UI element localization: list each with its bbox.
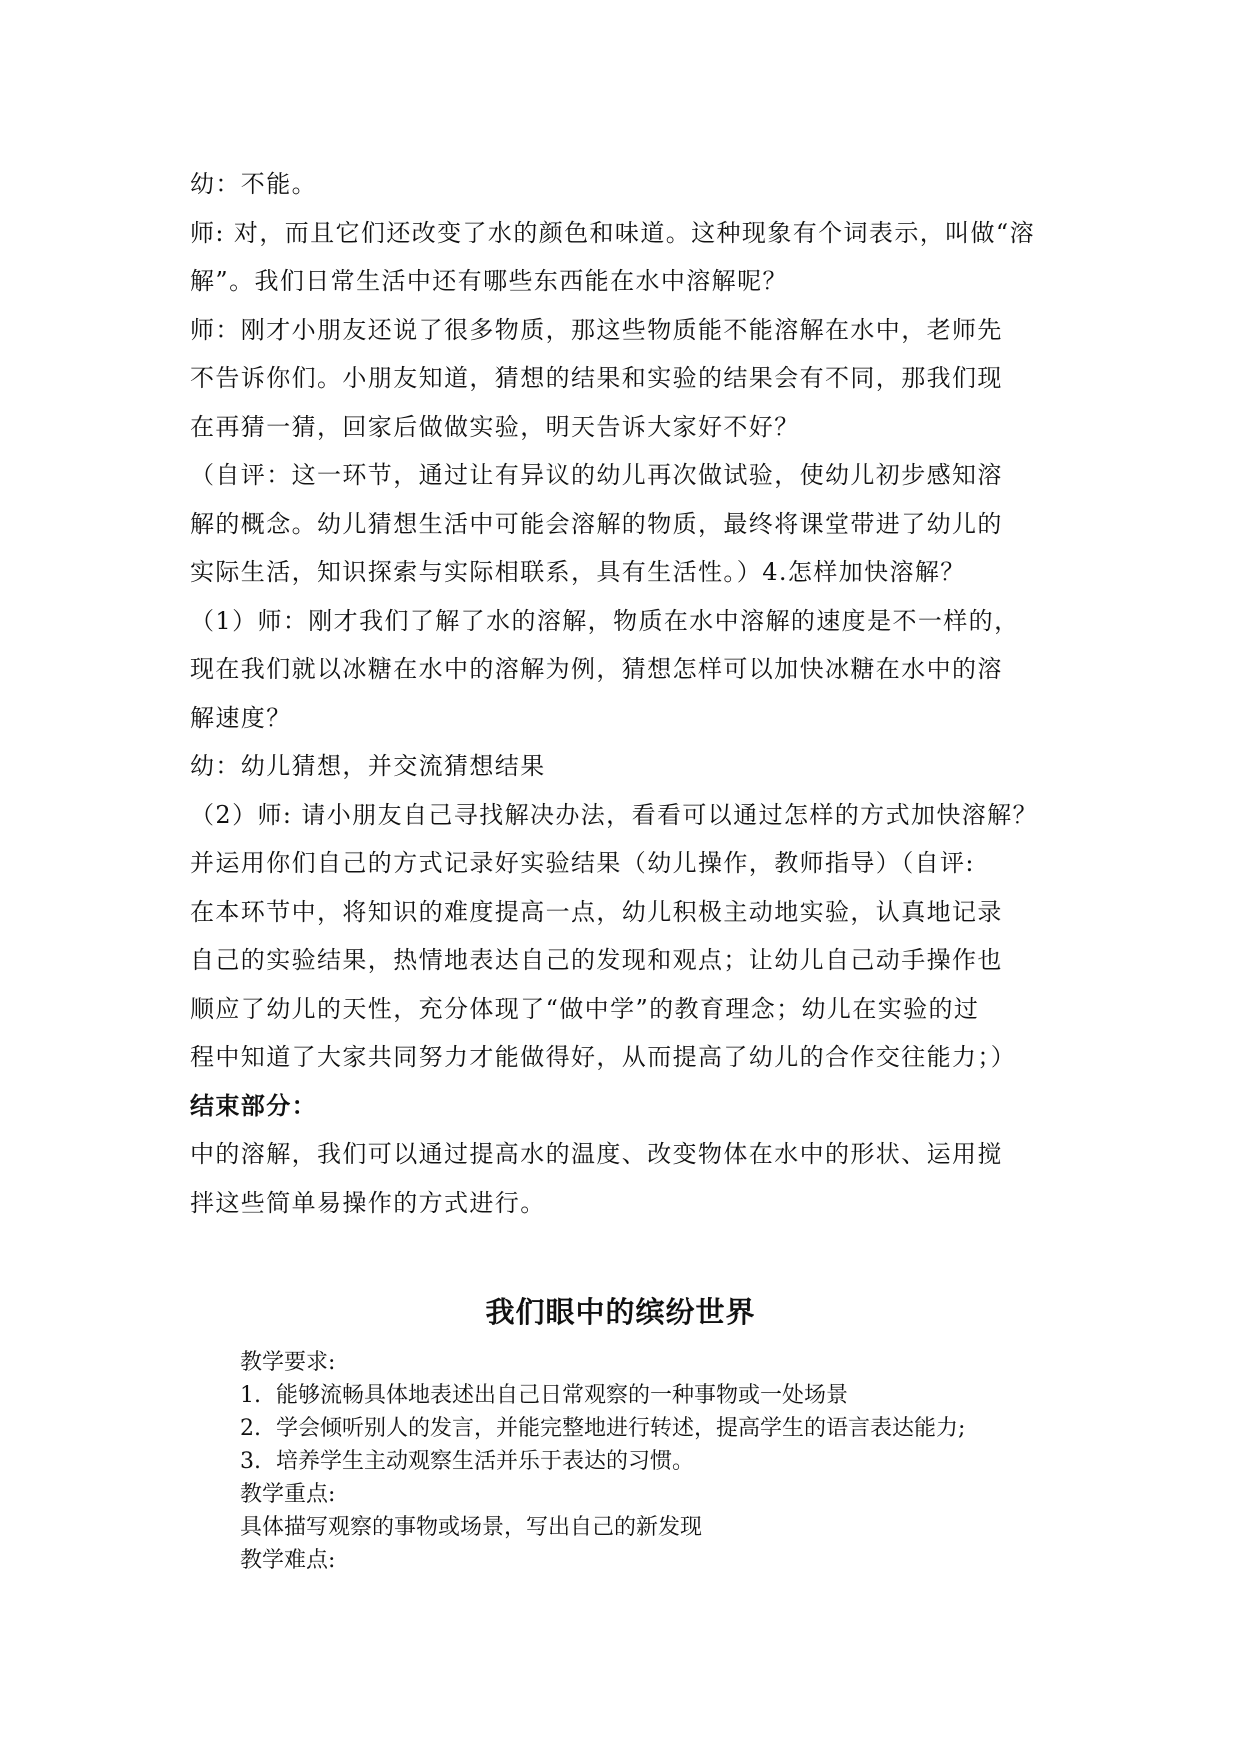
paragraph-line: 在本环节中，将知识的难度提高一点，幼儿积极主动地实验，认真地记录	[190, 897, 1003, 926]
paragraph-line: 幼：幼儿猜想，并交流猜想结果	[190, 752, 546, 780]
paragraph-line: 解”。我们日常生活中还有哪些东西能在水中溶解呢？	[190, 267, 788, 295]
paragraph-line: （自评：这一环节，通过让有异议的幼儿再次做试验，使幼儿初步感知溶	[190, 461, 1003, 489]
requirement-item	[240, 1379, 1100, 1412]
paragraph-line: 并运用你们自己的方式记录好实验结果（幼儿操作，教师指导）（自评:	[190, 849, 975, 877]
key-points-text: 具体描写观察的事物或场景，写出自己的新发现	[240, 1515, 703, 1540]
paragraph-line: 不告诉你们。小朋友知道，猜想的结果和实验的结果会有不同，那我们现	[190, 364, 1003, 392]
requirement-item	[240, 1412, 1100, 1445]
requirement-number: 3.	[240, 1449, 261, 1474]
paragraph-line: 现在我们就以冰糖在水中的溶解为例，猜想怎样可以加快冰糖在水中的溶	[190, 655, 1003, 683]
paragraph-line: （2）师: 请小朋友自己寻找解决办法，看看可以通过怎样的方式加快溶解？	[190, 800, 1038, 829]
requirement-text: 能够流畅具体地表述出自己日常观察的一种事物或一处场景	[276, 1383, 849, 1408]
lesson-plan	[240, 1346, 1100, 1577]
closing-line: 拌这些简单易操作的方式进行。	[190, 1188, 546, 1217]
paragraph-line: 自己的实验结果，热情地表达自己的发现和观点；让幼儿自己动手操作也	[190, 946, 1003, 974]
paragraph-line: 幼：不能。	[190, 170, 317, 198]
requirement-item	[240, 1445, 1100, 1478]
section-heading-ending: 结束部分：	[190, 1090, 317, 1120]
paragraph-line: 解速度？	[190, 703, 292, 732]
closing-line: 中的溶解，我们可以通过提高水的温度、改变物体在水中的形状、运用搅	[190, 1140, 1003, 1168]
lesson-transcript	[190, 160, 1060, 1227]
requirement-number: 2.	[240, 1416, 261, 1441]
paragraph-line: 师：刚才小朋友还说了很多物质，那这些物质能不能溶解在水中，老师先	[190, 315, 1003, 344]
requirements-label: 教学要求:	[240, 1350, 336, 1375]
requirement-number: 1.	[240, 1383, 261, 1408]
paragraph-line: 程中知道了大家共同努力才能做得好，从而提高了幼儿的合作交往能力；）	[190, 1043, 1017, 1071]
paragraph-line: 解的概念。幼儿猜想生活中可能会溶解的物质，最终将课堂带进了幼儿的	[190, 509, 1003, 538]
paragraph-line: 师: 对，而且它们还改变了水的颜色和味道。这种现象有个词表示，叫做“溶	[190, 218, 1035, 247]
requirement-text: 培养学生主动观察生活并乐于表达的习惯。	[276, 1449, 695, 1474]
paragraph-line: （1）师：刚才我们了解了水的溶解，物质在水中溶解的速度是不一样的，	[190, 606, 1020, 635]
lesson-title: 我们眼中的缤纷世界	[485, 1295, 756, 1329]
paragraph-line: 顺应了幼儿的天性，充分体现了“做中学”的教育理念；幼儿在实验的过	[190, 994, 980, 1023]
paragraph-line: 实际生活，知识探索与实际相联系，具有生活性。）4.怎样加快溶解？	[190, 558, 966, 586]
difficulties-label: 教学难点:	[240, 1548, 336, 1573]
key-points-label: 教学重点:	[240, 1482, 336, 1507]
requirement-text: 学会倾听别人的发言，并能完整地进行转述，提高学生的语言表达能力;	[276, 1416, 966, 1441]
paragraph-line: 在再猜一猜，回家后做做实验，明天告诉大家好不好？	[190, 412, 800, 441]
